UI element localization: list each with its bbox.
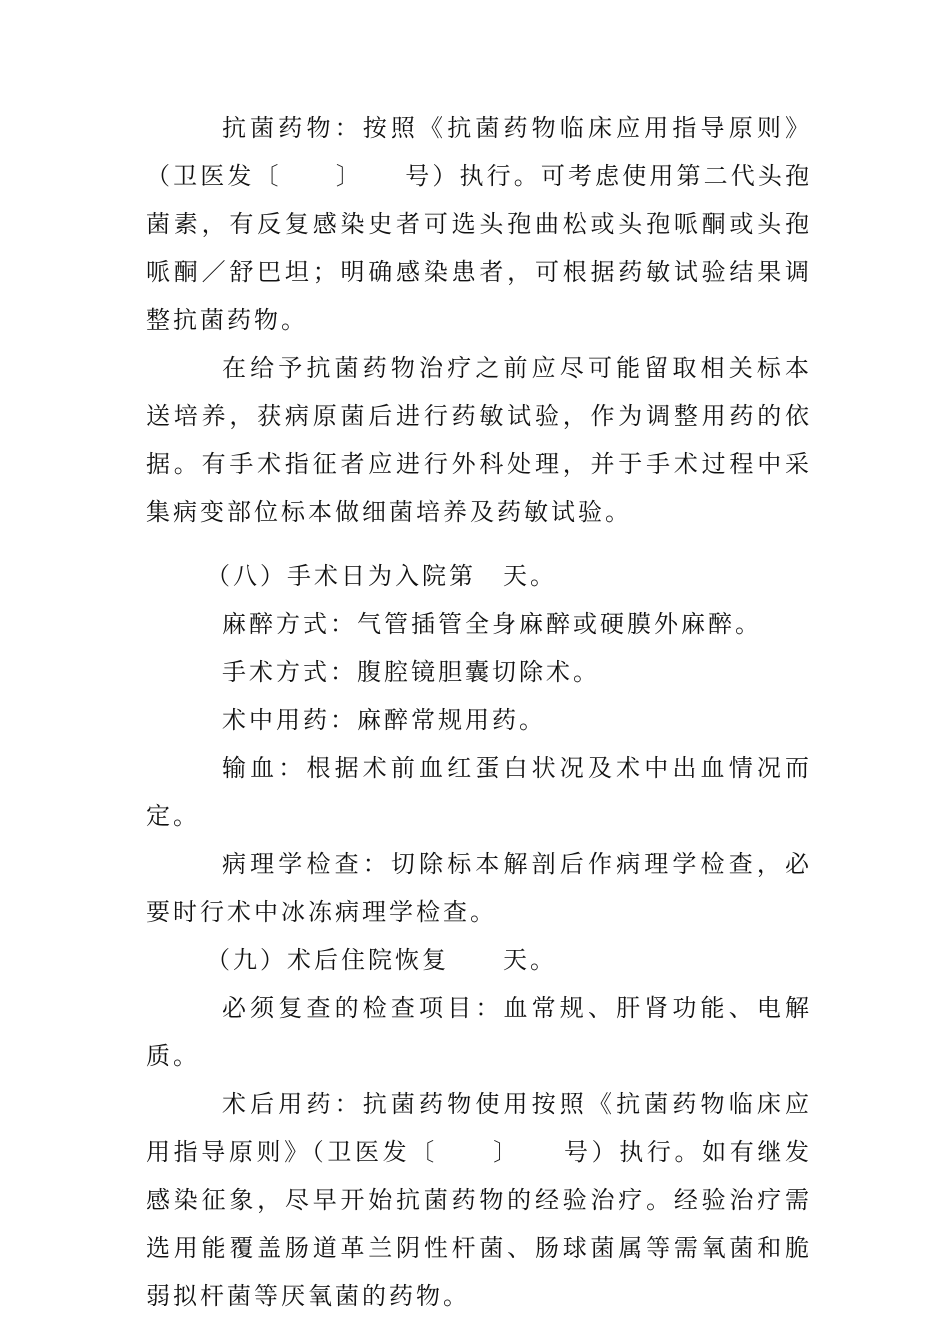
paragraph-transfusion: 输血：根据术前血红蛋白状况及术中出血情况而定。 [146,754,812,830]
section-heading-recovery: （九）术后住院恢复 天。 [206,946,557,974]
document-body [146,104,812,1320]
section-heading-surgery-day: （八）手术日为入院第 天。 [206,562,557,590]
paragraph-intraop-medication: 术中用药：麻醉常规用药。 [222,706,546,734]
paragraph-postop-medication: 术后用药：抗菌药物使用按照《抗菌药物临床应用指导原则》（卫医发〔 〕 号）执行。如有继发感染征象，尽早开始抗菌药物的经验治疗。经验治疗需选用能覆盖肠道革兰阴性杆菌、肠球菌属等需氧菌和脆弱拟杆菌等厌氧菌的药物。 [146,1090,812,1310]
paragraph-culture: 在给予抗菌药物治疗之前应尽可能留取相关标本送培养，获病原菌后进行药敏试验，作为调整用药的依据。有手术指征者应进行外科处理，并于手术过程中采集病变部位标本做细菌培养及药敏试验。 [146,354,812,526]
paragraph-antibiotics: 抗菌药物：按照《抗菌药物临床应用指导原则》（卫医发〔 〕 号）执行。可考虑使用第二代头孢菌素，有反复感染史者可选头孢曲松或头孢哌酮或头孢哌酮／舒巴坦；明确感染患者，可根据药敏试验结果调整抗菌药物。 [146,114,812,334]
paragraph-surgery-method: 手术方式：腹腔镜胆囊切除术。 [222,658,600,686]
paragraph-anesthesia: 麻醉方式：气管插管全身麻醉或硬膜外麻醉。 [222,610,762,638]
section-gap [146,536,812,552]
paragraph-followup-tests: 必须复查的检查项目：血常规、肝肾功能、电解质。 [146,994,812,1070]
paragraph-pathology: 病理学检查：切除标本解剖后作病理学检查，必要时行术中冰冻病理学检查。 [146,850,812,926]
